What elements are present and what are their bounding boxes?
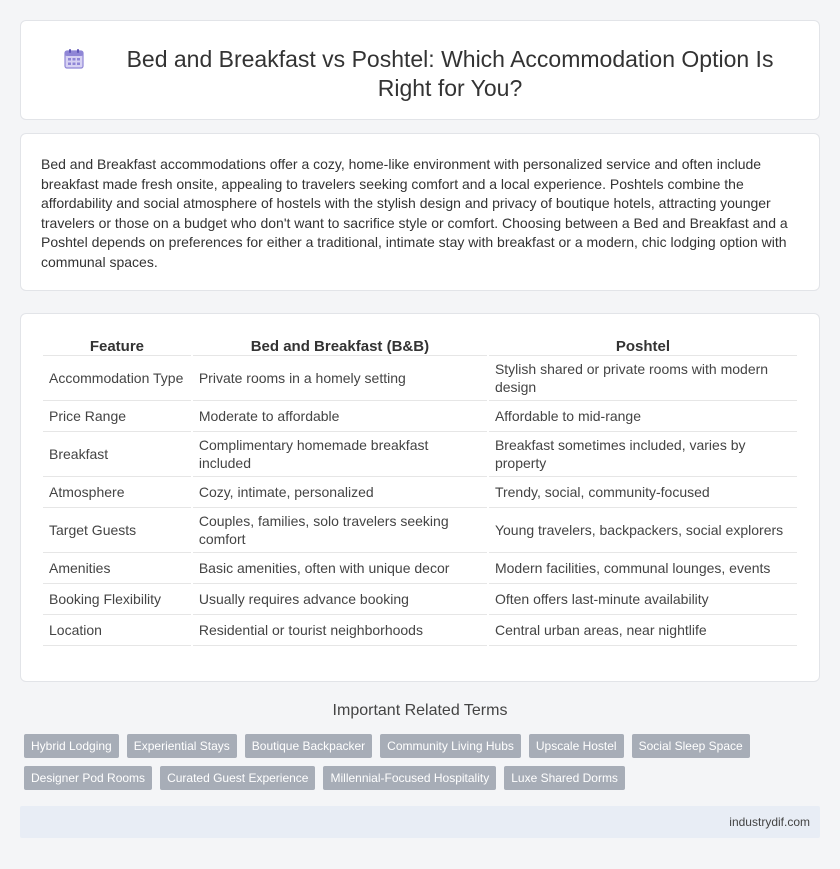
bnb-cell: Cozy, intimate, personalized [193, 477, 487, 508]
table-row [43, 584, 797, 615]
tag-social-sleep-space[interactable]: Social Sleep Space [632, 734, 750, 758]
poshtel-cell: Affordable to mid-range [489, 401, 797, 432]
bnb-cell: Private rooms in a homely setting [193, 356, 487, 401]
feature-cell: Amenities [43, 553, 191, 584]
feature-cell: Booking Flexibility [43, 584, 191, 615]
calendar-icon [63, 48, 85, 70]
tag-millennial-focused-hospitality[interactable]: Millennial-Focused Hospitality [323, 766, 496, 790]
tag-curated-guest-experience[interactable]: Curated Guest Experience [160, 766, 315, 790]
tag-boutique-backpacker[interactable]: Boutique Backpacker [245, 734, 372, 758]
footer [20, 806, 820, 838]
comparison-table [41, 336, 799, 646]
tag-experiential-stays[interactable]: Experiential Stays [127, 734, 237, 758]
header-bnb: Bed and Breakfast (B&B) [193, 336, 487, 356]
poshtel-cell: Trendy, social, community-focused [489, 477, 797, 508]
intro-paragraph: Bed and Breakfast accommodations offer a cozy, home-like environment with personalized service and often include breakfast made fresh onsite, appealing to travelers seeking comfort and a local experience. Poshtels combine the affordability and social atmosphere of hostels with the stylish design and privacy of boutique hotels, attracting younger travelers or those on a budget who don't want to sacrifice style or comfort. Choosing between a Bed and Breakfast and a Poshtel depends on preferences for either a traditional, intimate stay with breakfast or a modern, chic lodging option with communal spaces. [41, 156, 788, 270]
title-card [20, 20, 820, 120]
poshtel-cell: Modern facilities, communal lounges, events [489, 553, 797, 584]
related-tags [24, 734, 784, 790]
intro-card [20, 133, 820, 291]
poshtel-cell: Stylish shared or private rooms with modern design [489, 356, 797, 401]
table-row [43, 508, 797, 553]
feature-cell: Location [43, 615, 191, 646]
tag-hybrid-lodging[interactable]: Hybrid Lodging [24, 734, 119, 758]
feature-cell: Accommodation Type [43, 356, 191, 401]
header-poshtel: Poshtel [489, 336, 797, 356]
related-terms-title: Important Related Terms [332, 702, 508, 719]
table-row [43, 432, 797, 477]
footer-site[interactable]: industrydif.com [729, 815, 810, 829]
tag-upscale-hostel[interactable]: Upscale Hostel [529, 734, 624, 758]
bnb-cell: Basic amenities, often with unique decor [193, 553, 487, 584]
feature-cell: Price Range [43, 401, 191, 432]
bnb-cell: Couples, families, solo travelers seeking comfort [193, 508, 487, 553]
comparison-card [20, 313, 820, 682]
table-header-row [43, 336, 797, 356]
tag-community-living-hubs[interactable]: Community Living Hubs [380, 734, 521, 758]
table-row [43, 615, 797, 646]
page-title: Bed and Breakfast vs Poshtel: Which Accommodation Option Is Right for You? [126, 46, 774, 101]
bnb-cell: Usually requires advance booking [193, 584, 487, 615]
feature-cell: Atmosphere [43, 477, 191, 508]
table-row [43, 477, 797, 508]
poshtel-cell: Breakfast sometimes included, varies by property [489, 432, 797, 477]
bnb-cell: Residential or tourist neighborhoods [193, 615, 487, 646]
table-row [43, 401, 797, 432]
poshtel-cell: Central urban areas, near nightlife [489, 615, 797, 646]
feature-cell: Target Guests [43, 508, 191, 553]
feature-cell: Breakfast [43, 432, 191, 477]
header-feature: Feature [43, 336, 191, 356]
table-row [43, 356, 797, 401]
tag-luxe-shared-dorms[interactable]: Luxe Shared Dorms [504, 766, 625, 790]
poshtel-cell: Young travelers, backpackers, social explorers [489, 508, 797, 553]
bnb-cell: Complimentary homemade breakfast included [193, 432, 487, 477]
tag-designer-pod-rooms[interactable]: Designer Pod Rooms [24, 766, 152, 790]
poshtel-cell: Often offers last-minute availability [489, 584, 797, 615]
bnb-cell: Moderate to affordable [193, 401, 487, 432]
table-row [43, 553, 797, 584]
